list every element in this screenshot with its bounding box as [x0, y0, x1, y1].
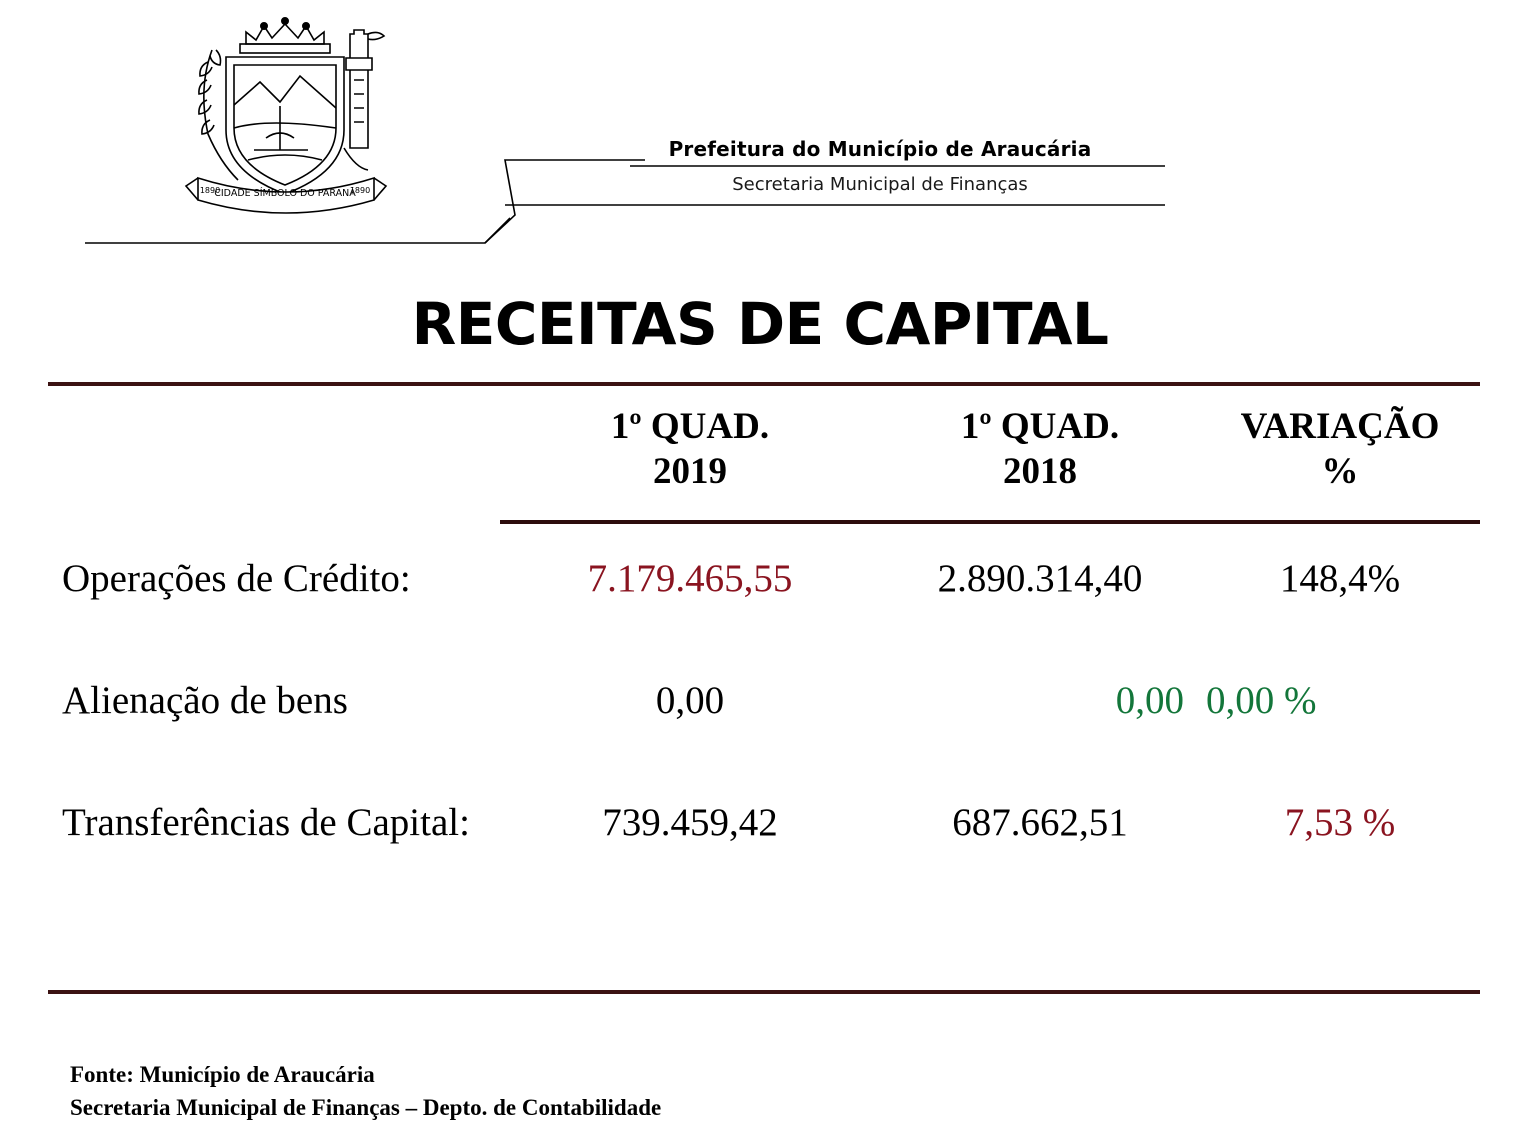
spacer-cell	[1200, 494, 1480, 540]
row-value-2018-transferencias-capital: 687.662,51	[952, 800, 1128, 844]
spacer-cell	[48, 738, 500, 784]
page-title: RECEITAS DE CAPITAL	[411, 290, 1109, 358]
spacer-cell	[500, 616, 880, 662]
column-header-variacao	[1200, 396, 1480, 494]
row-label-operacoes-credito: Operações de Crédito:	[62, 556, 411, 600]
divider-bottom	[48, 990, 1480, 994]
spacer-cell	[1200, 738, 1480, 784]
svg-text:CIDADE SÍMBOLO DO PARANÁ: CIDADE SÍMBOLO DO PARANÁ	[214, 188, 356, 199]
column-header-variacao-line2: %	[1321, 451, 1359, 493]
row-variacao-alienacao-bens: 0,00 %	[1206, 678, 1317, 722]
spacer-cell	[1200, 616, 1480, 662]
revenue-table	[48, 396, 1480, 860]
department-name: Secretaria Municipal de Finanças	[732, 174, 1028, 195]
table-spacer-row	[48, 494, 1480, 540]
table-spacer-row	[48, 616, 1480, 662]
row-value-2018-operacoes-credito: 2.890.314,40	[937, 556, 1143, 600]
spacer-cell	[500, 738, 880, 784]
column-header-variacao-line1: VARIAÇÃO	[1240, 406, 1440, 447]
document-footer	[70, 1058, 1170, 1125]
column-header-2019-line1: 1º QUAD.	[610, 406, 770, 447]
row-value-2019-transferencias-capital: 739.459,42	[602, 800, 778, 844]
row-label-alienacao-bens: Alienação de bens	[62, 678, 348, 722]
row-variacao-operacoes-credito: 148,4%	[1279, 556, 1401, 600]
divider-top	[48, 382, 1480, 386]
column-header-2018	[880, 396, 1200, 494]
spacer-cell	[48, 494, 500, 540]
spacer-cell	[500, 494, 880, 540]
table-row	[48, 784, 1480, 860]
svg-text:1890: 1890	[199, 186, 221, 195]
row-value-2019-alienacao-bens: 0,00	[655, 678, 725, 722]
row-label-transferencias-capital: Transferências de Capital:	[62, 800, 470, 844]
column-header-2019-line2: 2019	[653, 451, 727, 493]
column-header-2018-line2: 2018	[1003, 451, 1077, 493]
column-header-2018-line1: 1º QUAD.	[960, 406, 1120, 447]
column-header-2019	[500, 396, 880, 494]
column-header-label	[48, 396, 500, 494]
organization-name: Prefeitura do Município de Araucária	[668, 137, 1092, 161]
spacer-cell	[880, 616, 1200, 662]
footer-department-line: Secretaria Municipal de Finanças – Depto. de Contabilidade	[70, 1095, 662, 1121]
spacer-cell	[880, 738, 1200, 784]
document-header	[0, 0, 1520, 260]
spacer-cell	[48, 616, 500, 662]
araucaria-coat-of-arms-icon	[168, 10, 403, 220]
table-row	[48, 662, 1480, 738]
row-variacao-transferencias-capital: 7,53 %	[1284, 800, 1396, 844]
row-value-2019-operacoes-credito: 7.179.465,55	[587, 556, 793, 600]
table-spacer-row	[48, 738, 1480, 784]
table-row	[48, 540, 1480, 616]
footer-source-line: Fonte: Município de Araucária	[70, 1062, 375, 1087]
table-header-row	[48, 396, 1480, 494]
spacer-cell	[880, 494, 1200, 540]
svg-text:1890: 1890	[349, 186, 371, 195]
row-value-2018-alienacao-bens: 0,00	[1115, 678, 1184, 722]
